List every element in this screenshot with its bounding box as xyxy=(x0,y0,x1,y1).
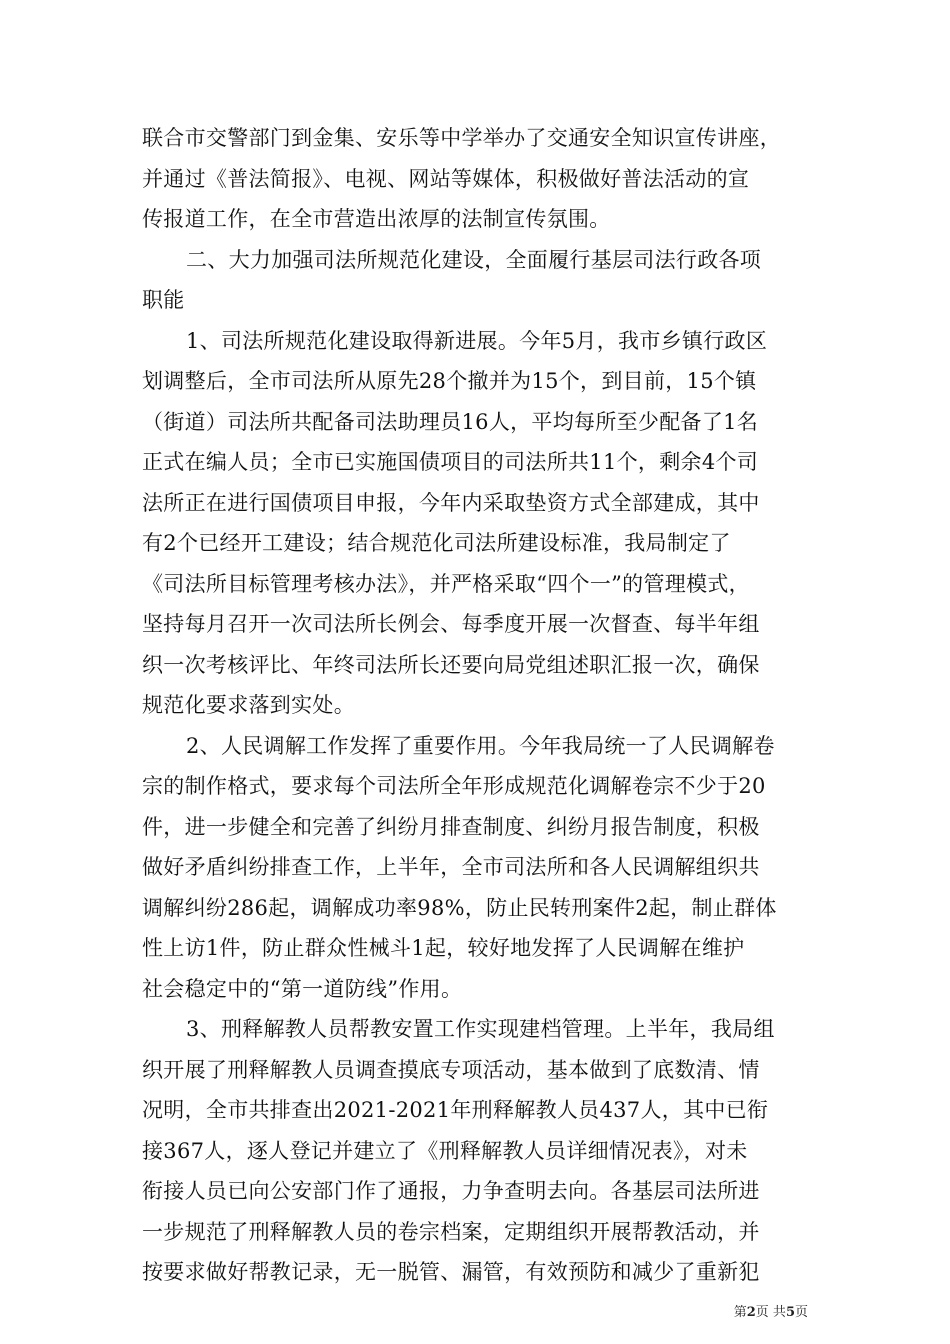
text-line: 联合市交警部门到金集、安乐等中学举办了交通安全知识宣传讲座， xyxy=(142,126,781,150)
page-number-middle: 页 共 xyxy=(755,1305,786,1320)
text-line: 法所正在进行国债项目申报，今年内采取垫资方式全部建成，其中 xyxy=(142,490,760,515)
text-line: 《司法所目标管理考核办法》，并严格采取“四个一”的管理模式， xyxy=(142,571,750,596)
text-line: 做好矛盾纠纷排查工作，上半年，全市司法所和各人民调解组织共 xyxy=(142,855,760,879)
text-line: 性上访1件，防止群众性械斗1起，较好地发挥了人民调解在维护 xyxy=(142,936,745,960)
text-line: 3、刑释解教人员帮教安置工作实现建档管理。上半年，我局组 xyxy=(186,1017,775,1041)
text-line: 正式在编人员；全市已实施国债项目的司法所共11个，剩余4个司 xyxy=(142,450,759,474)
current-page-number: 2 xyxy=(746,1305,756,1320)
text-line: 规范化要求落到实处。 xyxy=(142,693,355,717)
text-line: 1、司法所规范化建设取得新进展。今年5月，我市乡镇行政区 xyxy=(186,328,768,353)
text-line: 调解纠纷286起，调解成功率98%，防止民转刑案件2起，制止群体 xyxy=(142,895,777,920)
body-text xyxy=(142,118,810,1293)
text-line: 坚持每月召开一次司法所长例会、每季度开展一次督查、每半年组 xyxy=(142,612,760,636)
page-number-prefix: 第 xyxy=(733,1305,747,1320)
text-line: 按要求做好帮教记录，无一脱管、漏管，有效预防和减少了重新犯 xyxy=(142,1260,760,1284)
text-line: 划调整后，全市司法所从原先28个撤并为15个，到目前，15个镇 xyxy=(142,369,757,393)
text-line: 有2个已经开工建设；结合规范化司法所建设标准，我局制定了 xyxy=(142,531,731,555)
text-line: 件，进一步健全和完善了纠纷月排查制度、纠纷月报告制度，积极 xyxy=(142,814,760,839)
text-line: 二、大力加强司法所规范化建设，全面履行基层司法行政各项 xyxy=(186,247,762,272)
text-line: 织开展了刑释解教人员调查摸底专项活动，基本做到了底数清、情 xyxy=(142,1057,760,1082)
text-line: 社会稳定中的“第一道防线”作用。 xyxy=(142,976,463,1001)
text-line: 衔接人员已向公安部门作了通报，力争查明去向。各基层司法所进 xyxy=(142,1179,760,1203)
text-line: 2、人民调解工作发挥了重要作用。今年我局统一了人民调解卷 xyxy=(186,733,775,758)
page-number-suffix: 页 xyxy=(794,1305,808,1320)
text-line: 接367人，逐人登记并建立了《刑释解教人员详细情况表》，对未 xyxy=(142,1138,748,1163)
text-line: 并通过《普法简报》、电视、网站等媒体，积极做好普法活动的宣 xyxy=(142,166,750,191)
text-line: 织一次考核评比、年终司法所长还要向局党组述职汇报一次，确保 xyxy=(142,652,760,677)
text-line: 职能 xyxy=(142,288,185,312)
total-pages-number: 5 xyxy=(785,1305,795,1320)
text-line: （街道）司法所共配备司法助理员16人，平均每所至少配备了1名 xyxy=(142,409,759,434)
page-footer xyxy=(734,1301,808,1320)
text-line: 况明，全市共排查出2021-2021年刑释解教人员437人，其中已衔 xyxy=(142,1098,769,1122)
text-line: 一步规范了刑释解教人员的卷宗档案，定期组织开展帮教活动，并 xyxy=(142,1219,760,1244)
text-line: 传报道工作，在全市营造出浓厚的法制宣传氛围。 xyxy=(142,207,611,231)
text-line: 宗的制作格式，要求每个司法所全年形成规范化调解卷宗不少于20 xyxy=(142,774,766,798)
